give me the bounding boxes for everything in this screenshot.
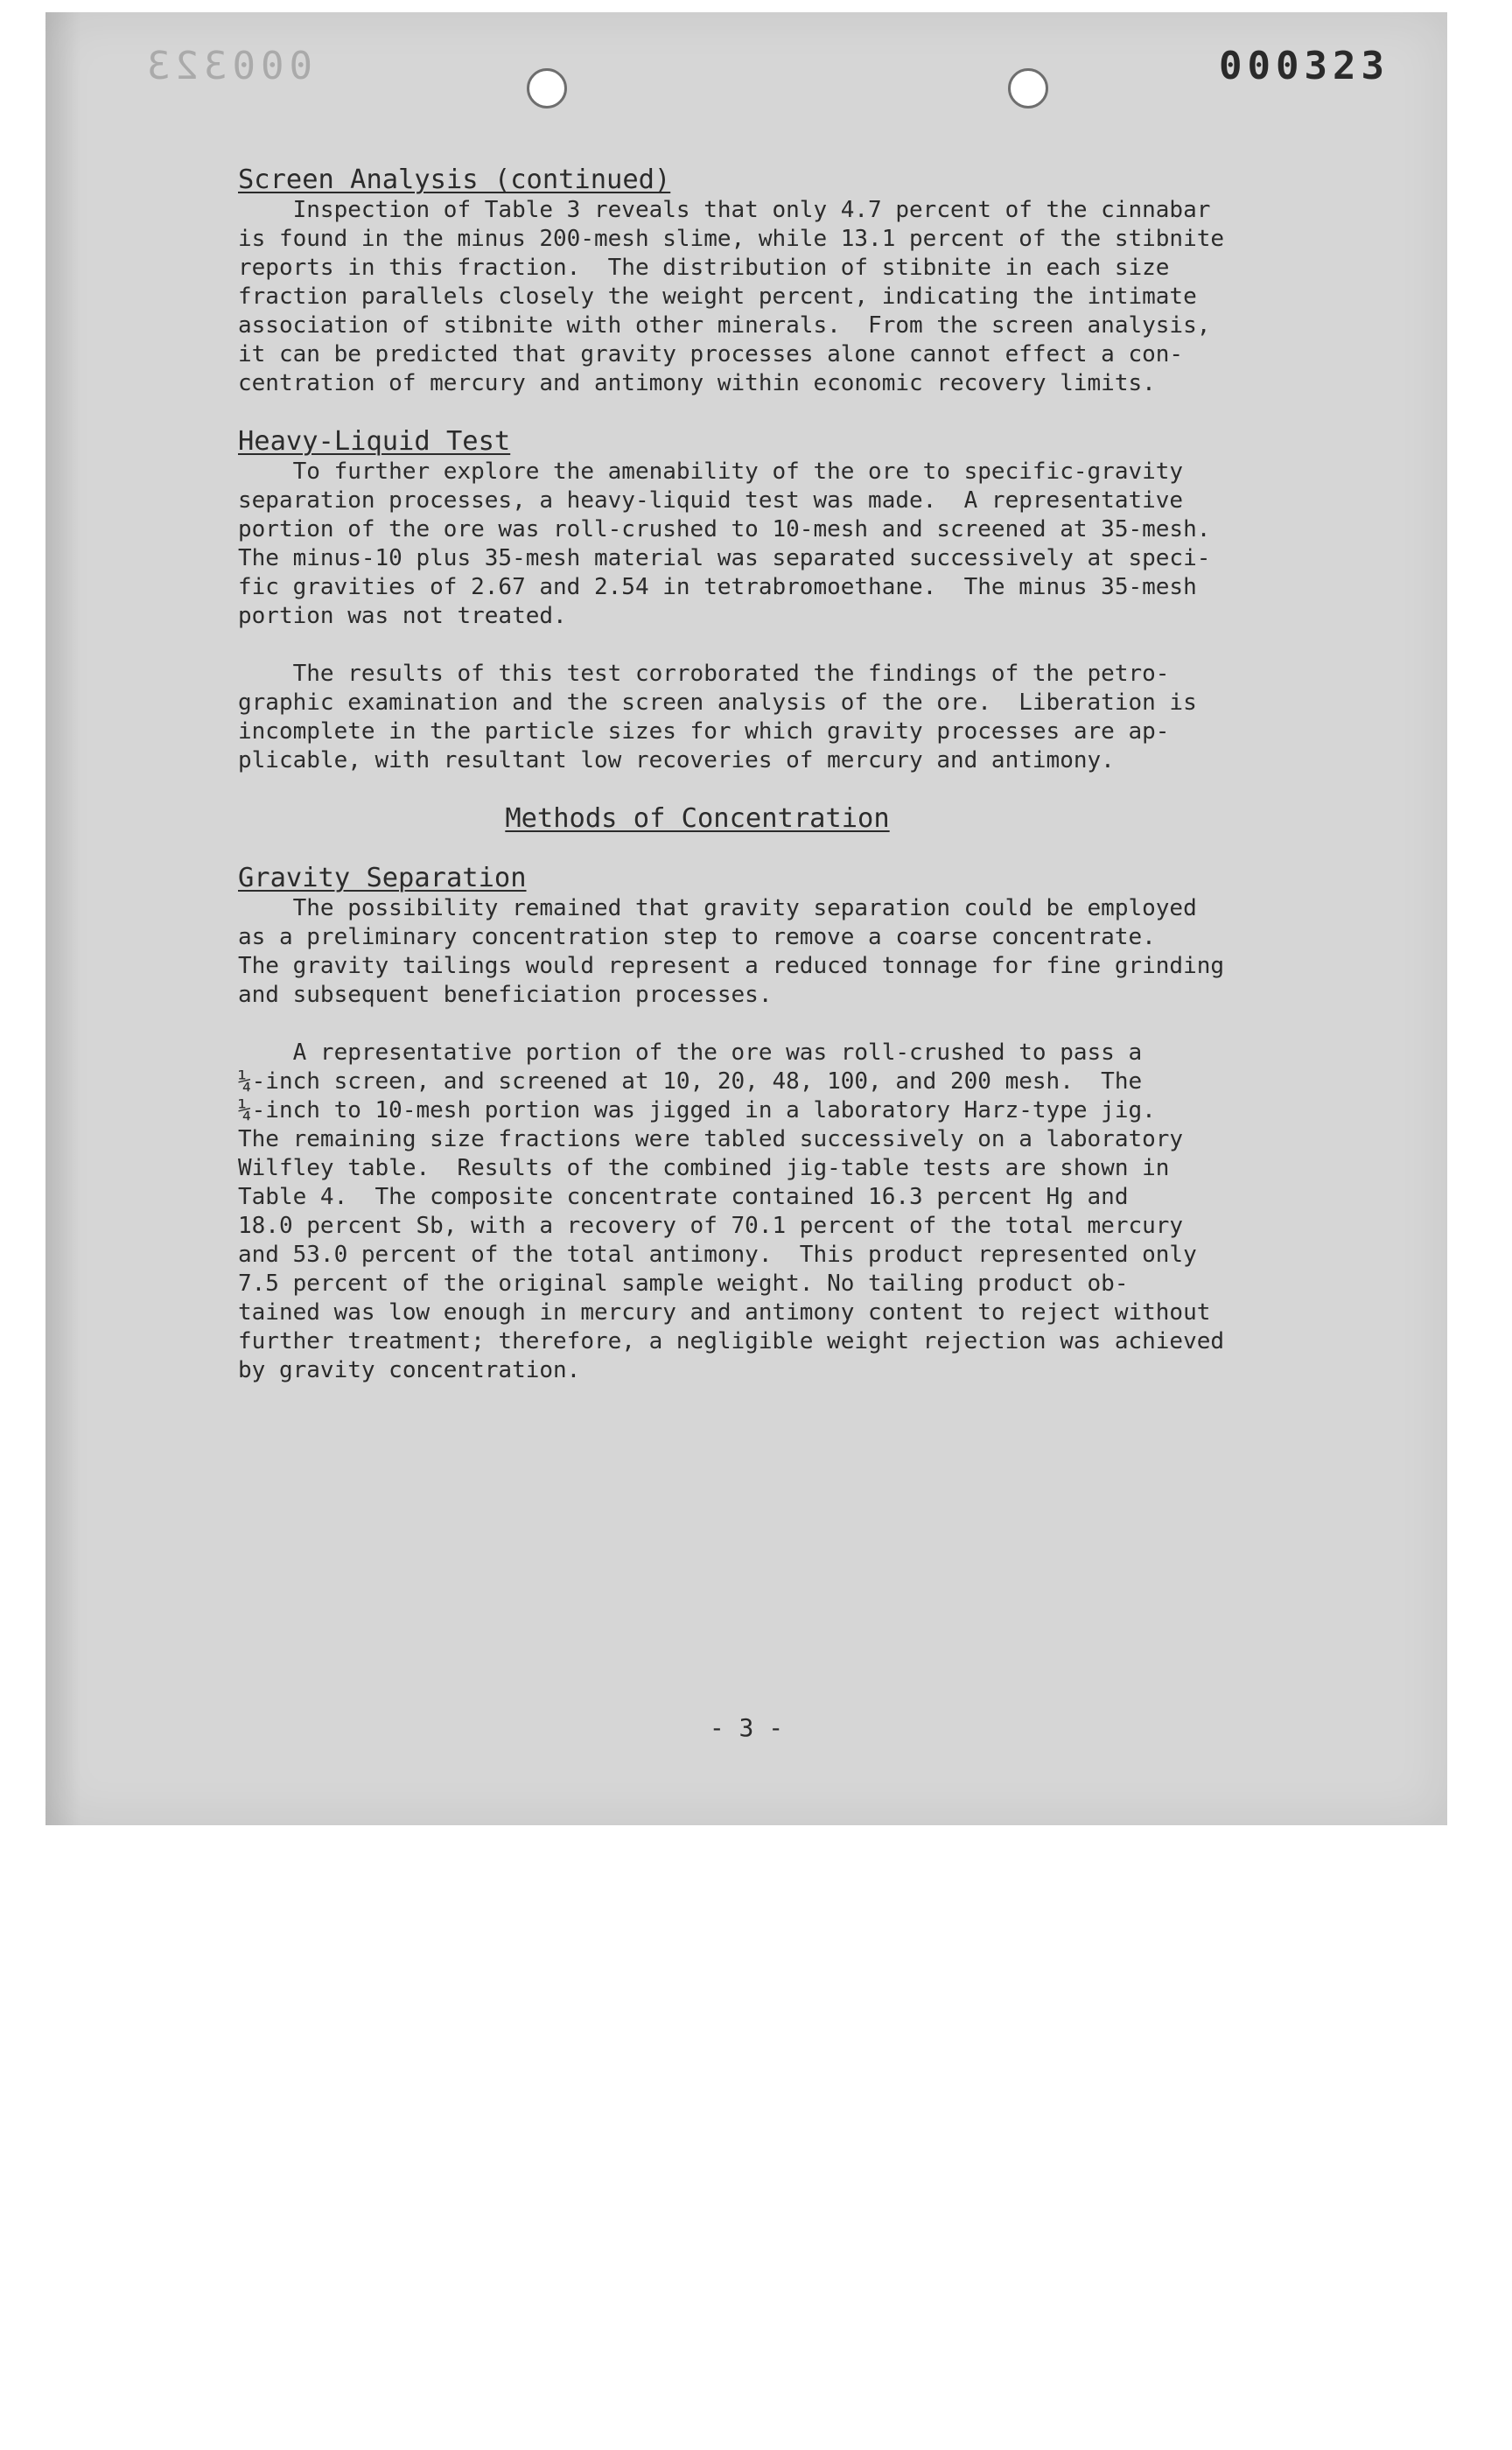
paragraph-gravity-2 <box>238 1039 1376 1385</box>
section-heading-methods: Methods of Concentration <box>505 803 890 834</box>
text-line: The results of this test corroborated the findings of the petro- <box>238 661 1170 687</box>
text-line: incomplete in the particle sizes for which gravity processes are ap- <box>238 718 1170 745</box>
bleed-through-stamp: 000323 <box>142 44 312 88</box>
text-line: further treatment; therefore, a negligible weight rejection was achieved <box>238 1328 1225 1354</box>
section-screen-analysis <box>238 165 1376 398</box>
text-line: Inspection of Table 3 reveals that only 4.7 percent of the cinnabar <box>238 197 1211 223</box>
text-line: 18.0 percent Sb, with a recovery of 70.1 percent of the total mercury <box>238 1213 1184 1239</box>
text-line: and 53.0 percent of the total antimony. This product represented only <box>238 1242 1197 1268</box>
document-page <box>46 12 1447 1825</box>
paragraph-gravity-1 <box>238 894 1376 1010</box>
text-line: portion was not treated. <box>238 603 567 629</box>
text-line: portion of the ore was roll-crushed to 10-mesh and screened at 35-mesh. <box>238 516 1211 542</box>
text-line: separation processes, a heavy-liquid test was made. A representative <box>238 487 1184 514</box>
section-gravity-separation <box>238 864 1376 1385</box>
text-line: The minus-10 plus 35-mesh material was separated successively at speci- <box>238 545 1211 571</box>
text-line: The gravity tailings would represent a reduced tonnage for fine grinding <box>238 953 1225 979</box>
text-line: Table 4. The composite concentrate contained 16.3 percent Hg and <box>238 1184 1129 1210</box>
text-line: ¼-inch to 10-mesh portion was jigged in a laboratory Harz-type jig. <box>238 1097 1156 1124</box>
text-line: reports in this fraction. The distribution of stibnite in each size <box>238 255 1170 281</box>
page-number: - 3 - <box>709 1713 784 1742</box>
section-heavy-liquid <box>238 427 1376 775</box>
text-line: tained was low enough in mercury and antimony content to reject without <box>238 1299 1211 1326</box>
text-line: graphic examination and the screen analysis of the ore. Liberation is <box>238 690 1197 716</box>
methods-heading-wrapper <box>238 804 1157 835</box>
text-line: is found in the minus 200-mesh slime, while 13.1 percent of the stibnite <box>238 226 1225 252</box>
section-heading-screen-analysis: Screen Analysis (continued) <box>238 164 671 195</box>
text-line: The remaining size fractions were tabled successively on a laboratory <box>238 1126 1184 1152</box>
text-line: fic gravities of 2.67 and 2.54 in tetrabromoethane. The minus 35-mesh <box>238 574 1197 600</box>
text-line: fraction parallels closely the weight percent, indicating the intimate <box>238 284 1197 310</box>
text-line: 7.5 percent of the original sample weight. No tailing product ob- <box>238 1270 1129 1297</box>
text-line: by gravity concentration. <box>238 1357 581 1383</box>
text-line: it can be predicted that gravity processes alone cannot effect a con- <box>238 341 1184 368</box>
document-body <box>238 165 1376 1385</box>
text-line: The possibility remained that gravity separation could be employed <box>238 895 1197 921</box>
paragraph-heavy-liquid-2 <box>238 660 1376 775</box>
text-line: plicable, with resultant low recoveries of mercury and antimony. <box>238 747 1115 774</box>
text-line: Wilfley table. Results of the combined jig-table tests are shown in <box>238 1155 1170 1181</box>
paragraph-screen-analysis <box>238 196 1376 398</box>
punch-hole-right <box>1008 68 1048 108</box>
text-line: and subsequent beneficiation processes. <box>238 982 773 1008</box>
text-line: To further explore the amenability of the ore to specific-gravity <box>238 458 1184 485</box>
punch-hole-left <box>527 68 567 108</box>
paragraph-heavy-liquid-1 <box>238 458 1376 631</box>
text-line: A representative portion of the ore was roll-crushed to pass a <box>238 1040 1143 1066</box>
section-heading-gravity-separation: Gravity Separation <box>238 863 527 893</box>
text-line: as a preliminary concentration step to remove a coarse concentrate. <box>238 924 1156 950</box>
text-line: ¼-inch screen, and screened at 10, 20, 48, 100, and 200 mesh. The <box>238 1068 1143 1095</box>
document-number-stamp: 000323 <box>1219 44 1390 88</box>
section-heading-heavy-liquid: Heavy-Liquid Test <box>238 426 511 457</box>
text-line: association of stibnite with other minerals. From the screen analysis, <box>238 312 1211 339</box>
text-line: centration of mercury and antimony within economic recovery limits. <box>238 370 1156 396</box>
page-edge-shadow <box>46 12 80 1825</box>
